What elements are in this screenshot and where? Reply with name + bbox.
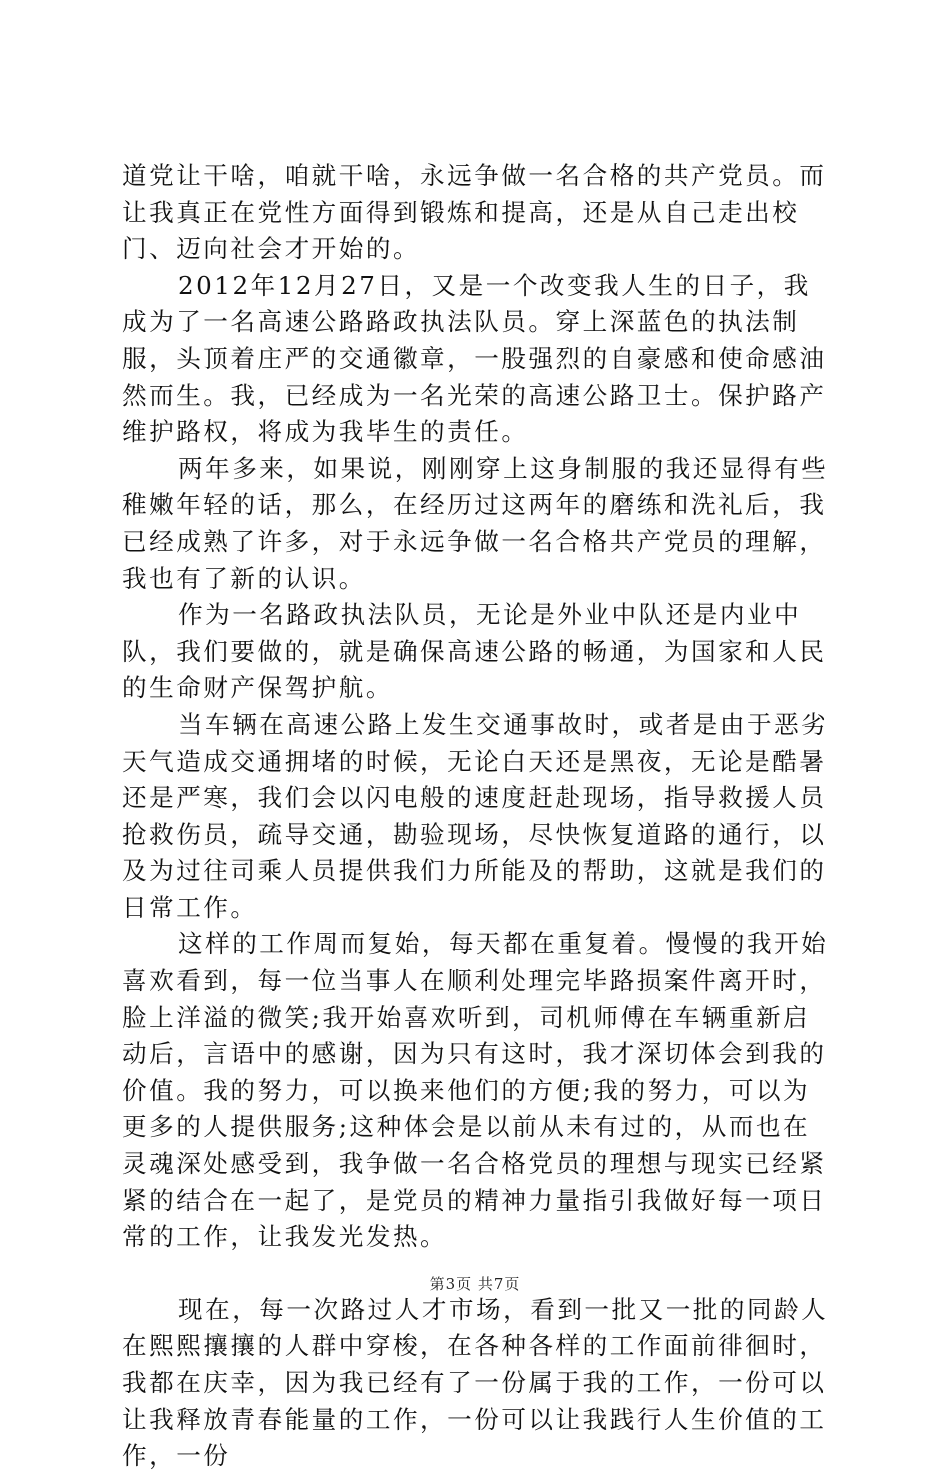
page-number-footer: 第3页 共7页 bbox=[429, 1275, 521, 1293]
paragraph-continuation: 道党让干啥，咱就干啥，永远争做一名合格的共产党员。而让我真正在党性方面得到锻炼和提高，还是从自己走出校门、迈向社会才开始的。 bbox=[122, 161, 827, 264]
paragraph-accident: 当车辆在高速公路上发生交通事故时，或者是由于恶劣天气造成交通拥堵的时候，无论白天还是黑夜，无论是酷暑还是严寒，我们会以闪电般的速度赶赴现场，指导救援人员抢救伤员，疏导交通，勘验现场，尽快恢复道路的通行，以及为过往司乘人员提供我们力所能及的帮助，这就是我们的日常工作。 bbox=[122, 709, 829, 922]
paragraph-now: 现在，每一次路过人才市场，看到一批又一批的同龄人在熙熙攘攘的人群中穿梭，在各种各样的工作面前徘徊时，我都在庆幸，因为我已经有了一份属于我的工作，一份可以让我释放青春能量的工作，一份可以让我践行人生价值的工作，一份 bbox=[122, 1294, 829, 1471]
paragraph-duty: 作为一名路政执法队员，无论是外业中队还是内业中队，我们要做的，就是确保高速公路的畅通，为国家和人民的生命财产保驾护航。 bbox=[122, 600, 827, 703]
paragraph-two-years: 两年多来，如果说，刚刚穿上这身制服的我还显得有些稚嫩年轻的话，那么，在经历过这两年的磨练和洗礼后，我已经成熟了许多，对于永远争做一名合格共产党员的理解，我也有了新的认识。 bbox=[122, 453, 829, 593]
paragraph-date: 2012年12月27日，又是一个改变我人生的日子，我成为了一名高速公路路政执法队员。穿上深蓝色的执法制服，头顶着庄严的交通徽章，一股强烈的自豪感和使命感油然而生。我，已经成为一名光荣的高速公路卫士。保护路产维护路权，将成为我毕生的责任。 bbox=[122, 270, 827, 447]
paragraph-routine: 这样的工作周而复始，每天都在重复着。慢慢的我开始喜欢看到，每一位当事人在顺利处理完毕路损案件离开时，脸上洋溢的微笑;我开始喜欢听到，司机师傅在车辆重新启动后，言语中的感谢，因为只有这时，我才深切体会到我的价值。我的努力，可以换来他们的方便;我的努力，可以为更多的人提供服务;这种体会是以前从未有过的，从而也在灵魂深处感受到，我争做一名合格党员的理想与现实已经紧紧的结合在一起了，是党员的精神力量指引我做好每一项日常的工作，让我发光发热。 bbox=[122, 929, 829, 1252]
